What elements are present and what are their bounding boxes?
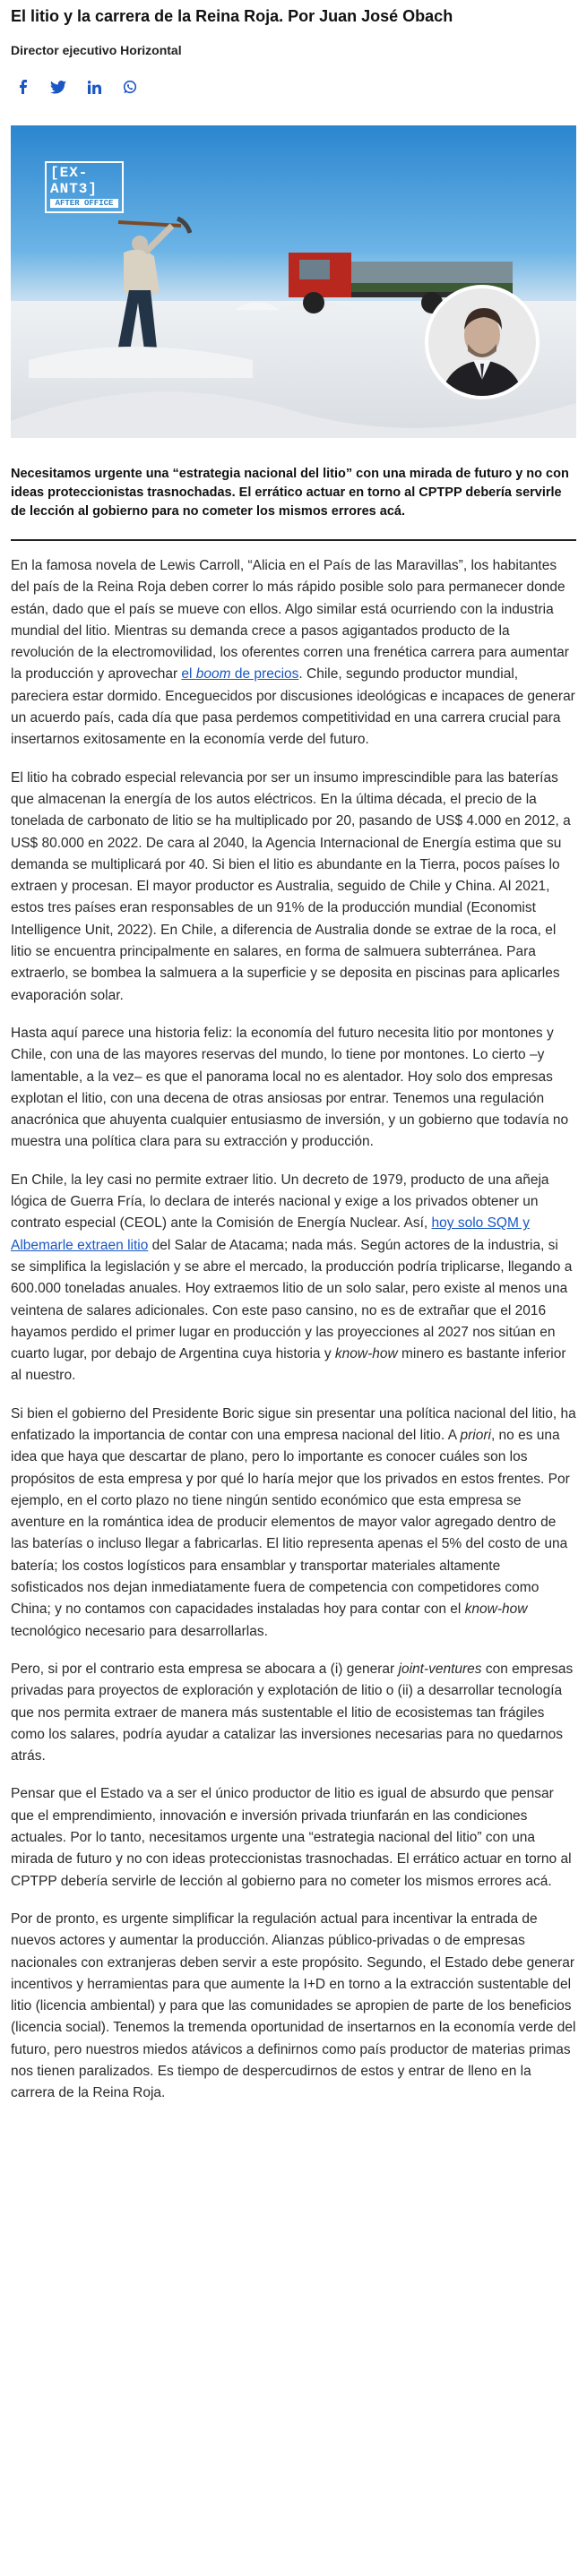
twitter-icon[interactable] <box>47 77 70 97</box>
share-bar <box>11 77 576 97</box>
author-role: Director ejecutivo Horizontal <box>11 43 182 57</box>
paragraph-5: Si bien el gobierno del Presidente Boric sigue sin presentar una política nacional del litio, ha enfatizado la importancia de contar con una empresa nacional del litio. A priori, no es una idea que haya que descartar de plano, pero lo importante es conocer cuáles son los propósitos de esta empresa y por qué lo haría mejor que los privados en estos frentes. Por ejemplo, en el corto plazo no tiene ningún sentido económico que esta empresa se aventure en la romántica idea de producir elementos de mayor valor agregado dentro de las baterías o incluso llegar a fabricarlas. El litio representa apenas el 5% del costo de una batería; los costos logísticos para ensamblar y transportar materiales altamente sofisticados nos dejan inmediatamente fuera de competencia con competidores como China; y no contamos con capacidades instaladas hoy para contar con el know-how tecnológico necesario para desarrollarlas. <box>11 1405 576 1639</box>
article-body <box>11 555 576 2105</box>
whatsapp-icon[interactable] <box>118 77 142 97</box>
ex-ante-logo: [EX-ANT3] AFTER OFFICE <box>45 161 124 213</box>
article-title: El litio y la carrera de la Reina Roja. Por Juan José Obach <box>11 7 453 25</box>
linkedin-icon[interactable] <box>82 77 106 97</box>
paragraph-4: En Chile, la ley casi no permite extraer litio. Un decreto de 1979, producto de una añeja lógica de Guerra Fría, lo declara de interés nacional y exige a los privados obtener un contrato especial (CEOL) ante la Comisión de Energía Nuclear. Así, hoy solo SQM y Albemarle extraen litio del Salar de Atacama; nada más. Según actores de la industria, si se simplifica la legislación y se abre el mercado, la producción podría triplicarse, llegando a 600.000 toneladas anuales. Hoy extraemos litio de un solo salar, pero existe al menos una veintena de salares adicionales. Con este paso cansino, no es de extrañar que el 2016 hayamos perdido el primer lugar en producción y las proyecciones al 2027 nos sitúan en cuarto lugar, por debajo de Argentina cuya historia y know-how minero es bastante inferior al nuestro. <box>11 1172 573 1384</box>
paragraph-7: Pensar que el Estado va a ser el único productor de litio es igual de absurdo que pensar que el emprendimiento, innovación e inversión privada triunfarán en las condiciones actuales. Por lo tanto, necesitamos urgente una “estrategia nacional del litio” con una mirada de futuro y no con ideas proteccionistas trasnochadas. El errático actuar en torno al CPTPP debería servirle de lección al gobierno para no cometer los mismos errores acá. <box>11 1786 572 1889</box>
paragraph-6: Pero, si por el contrario esta empresa se abocara a (i) generar joint-ventures con empresas privadas para proyectos de exploración y explotación de litio o (ii) a desarrollar tecnología que nos permita extraer de manera más sustentable el litio de ecosistemas tan frágiles como los salares, podría ayudar a catalizar las inversiones necesarias para no quedarnos atrás. <box>11 1661 574 1765</box>
divider <box>11 539 576 541</box>
hero-image <box>11 125 576 438</box>
paragraph-3: Hasta aquí parece una historia feliz: la economía del futuro necesita litio por montones y Chile, con una de las mayores reservas del mundo, lo tiene por montones. Lo cierto –y lamentable, a la vez– es que el panorama local no es alentador. Hoy solo dos empresas explotan el litio, con una decena de otras ansiosas por entrar. Tenemos una regulación anacrónica que ahuyenta cualquier entusiasmo de inversión, y un gobierno que todavía no muestra una política clara para su extracción y producción. <box>11 1025 569 1150</box>
article-lede: Necesitamos urgente una “estrategia nacional del litio” con una mirada de futuro y no con ideas proteccionistas trasnochadas. El errático actuar en torno al CPTPP debería servirle de lección al gobierno para no cometer los mismos errores acá. <box>11 467 569 519</box>
paragraph-2: El litio ha cobrado especial relevancia por ser un insumo imprescindible para las baterías que almacenan la energía de los autos eléctricos. En la última década, el precio de la tonelada de carbonato de litio se ha multiplicado por 20, pasando de US$ 4.000 en 2012, a US$ 80.000 en 2022. De cara al 2040, la Agencia Internacional de Energía estima que su demanda se multiplicará por 40. Si bien el litio es abundante en la Tierra, pocos países lo extraen y procesan. El mayor productor es Australia, seguido de Chile y China. Al 2021, estos tres países eran responsables de un 91% de la producción mundial (Economist Intelligence Unit, 2022). En Chile, a diferencia de Australia donde se extrae de la roca, el litio se encuentra principalmente en salares, en forma de salmuera subterránea. Para extraerlo, se bombea la salmuera a la superficie y se deposita en piscinas para aplicarles evaporación solar. <box>11 769 571 1003</box>
paragraph-8: Por de pronto, es urgente simplificar la regulación actual para incentivar la entrada de nuevos actores y aumentar la producción. Alianzas público-privadas o de empresas nacionales con extranjeras deben servir a este propósito. Segundo, el Estado debe generar incentivos y herramientas para que aumente la I+D en torno a la extracción sustentable del litio (licencia ambiental) y para que las comunidades se apropien de parte de los beneficios (licencia social). Tenemos la tremenda oportunidad de insertarnos en la economía verde del futuro, pero nuestros miedos atávicos a definirnos como país productor de materias primas nos tienen paralizados. Es tiempo de despercudirnos de estos y entrar de lleno en la carrera de la Reina Roja. <box>11 1911 576 2101</box>
author-avatar <box>428 288 536 396</box>
facebook-icon[interactable] <box>11 77 34 97</box>
paragraph-1: En la famosa novela de Lewis Carroll, “Alicia en el País de las Maravillas”, los habitantes del país de la Reina Roja deben correr lo más rápido posible solo para permanecer donde están, dado que el país se mueve con ellos. Algo similar está ocurriendo con la industria mundial del litio. Mientras su demanda crece a pasos agigantados producto de la revolución de la electromovilidad, los oferentes corren una frenética carrera para aumentar la producción y aprovechar el boom de precios. Chile, segundo productor mundial, pareciera estar dormido. Enceguecidos por discusiones ideológicas e incapaces de generar un acuerdo país, cada día que pasa perdemos competitividad en una carrera crucial para insertarnos exitosamente en la economía verde del futuro. <box>11 558 575 748</box>
article <box>11 0 576 2105</box>
sqm-albemarle-link[interactable]: hoy solo SQM y Albemarle extraen litio <box>11 1215 530 1253</box>
boom-de-precios-link[interactable]: el boom de precios <box>181 666 299 683</box>
